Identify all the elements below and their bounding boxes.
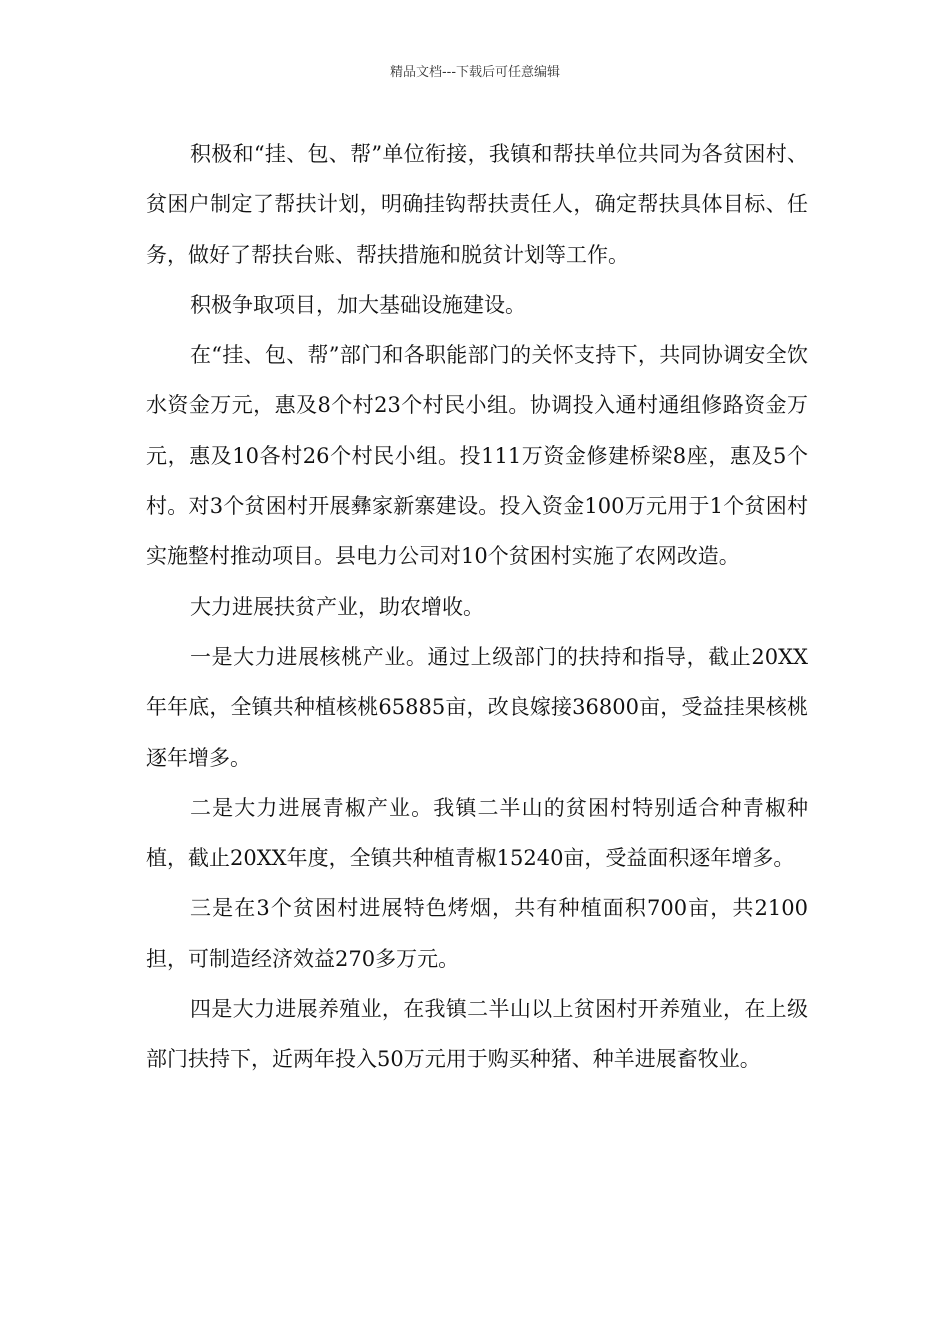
paragraph-infrastructure-heading: 积极争取项目，加大基础设施建设。 [190, 292, 526, 317]
page-header: 精品文档---下载后可任意编辑 [389, 65, 561, 80]
paragraph-infrastructure-details: 在“挂、包、帮”部门和各职能部门的关怀支持下，共同协调安全饮水资金万元，惠及8个村23个村民小组。协调投入通村通组修路资金万元，惠及10各村26个村民小组。投111万资金修建桥梁8座，惠及5个村。对3个贫困村开展彝家新寨建设。投入资金100万元用于1个贫困村实施整村推动项目。县电力公司对10个贫困村实施了农网改造。 [146, 343, 808, 569]
paragraph-livestock-industry: 四是大力进展养殖业，在我镇二半山以上贫困村开养殖业，在上级部门扶持下，近两年投入50万元用于购买种猪、种羊进展畜牧业。 [146, 997, 808, 1072]
paragraph-pepper-industry: 二是大力进展青椒产业。我镇二半山的贫困村特别适合种青椒种植，截止20XX年度，全镇共种植青椒15240亩，受益面积逐年增多。 [146, 795, 808, 871]
paragraph-assistance-plan: 积极和“挂、包、帮”单位衔接，我镇和帮扶单位共同为各贫困村、贫困户制定了帮扶计划，明确挂钩帮扶责任人，确定帮扶具体目标、任务，做好了帮扶台账、帮扶措施和脱贫计划等工作。 [146, 142, 808, 267]
paragraph-tobacco-industry: 三是在3个贫困村进展特色烤烟，共有种植面积700亩，共2100担，可制造经济效益270多万元。 [146, 896, 808, 971]
paragraph-walnut-industry: 一是大力进展核桃产业。通过上级部门的扶持和指导，截止20XX年年底，全镇共种植核桃65885亩，改良嫁接36800亩，受益挂果核桃逐年增多。 [146, 644, 808, 770]
paragraph-industry-heading: 大力进展扶贫产业，助农增收。 [190, 594, 484, 619]
document-body [146, 129, 808, 1085]
